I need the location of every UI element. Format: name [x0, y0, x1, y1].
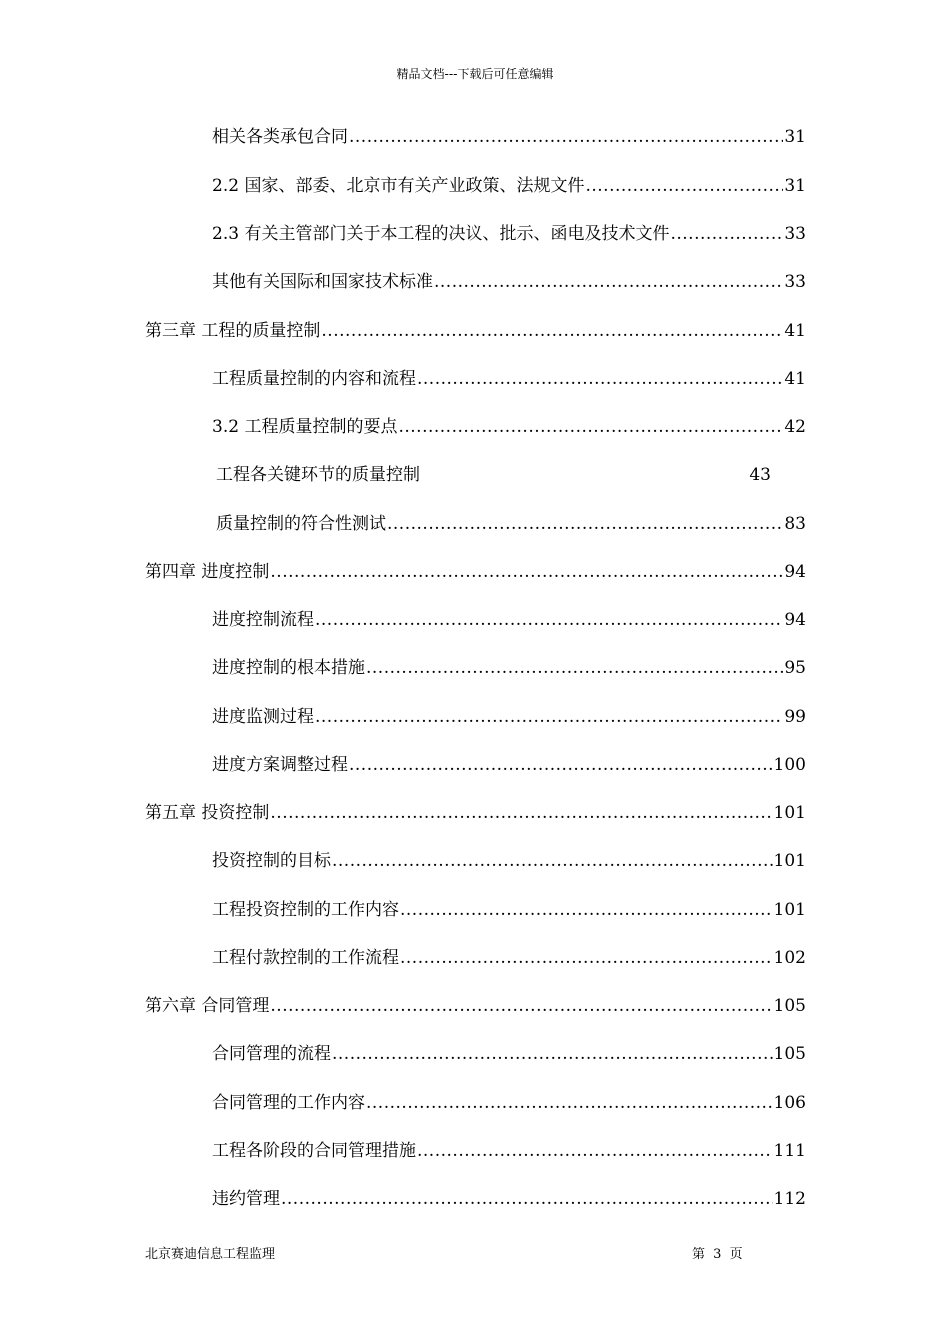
toc-entry-page: 33: [784, 272, 806, 292]
toc-entry-page: 31: [784, 176, 806, 196]
dot-leader: [270, 800, 772, 826]
toc-entry-label: 工程投资控制的工作内容: [212, 900, 399, 920]
page-number: 3: [713, 1247, 722, 1262]
dot-leader: [417, 1138, 773, 1164]
toc-entry-label: 合同管理的工作内容: [212, 1093, 365, 1113]
dot-leader: [315, 607, 783, 633]
footer-company: 北京赛迪信息工程监理: [145, 1247, 276, 1262]
toc-chapter-entry[interactable]: [145, 318, 806, 344]
dot-leader: [321, 318, 783, 344]
toc-entry-page: 101: [773, 803, 806, 823]
toc-entry-page: 33: [784, 224, 806, 244]
dot-leader: [400, 945, 773, 971]
toc-entry[interactable]: [216, 511, 806, 537]
toc-entry-label: 质量控制的符合性测试: [216, 514, 386, 534]
toc-chapter-entry[interactable]: [145, 559, 806, 585]
dot-leader: [670, 221, 783, 247]
toc-entry[interactable]: [212, 848, 806, 874]
toc-entry[interactable]: [212, 269, 806, 295]
toc-entry-page: 112: [773, 1189, 806, 1209]
toc-entry-label: 第五章 投资控制: [145, 803, 270, 823]
toc-entry-page: 105: [773, 1044, 806, 1064]
toc-entry-page: 41: [784, 369, 806, 389]
toc-entry-label: 违约管理: [212, 1189, 280, 1209]
toc-entry-label: 相关各类承包合同: [212, 127, 348, 147]
dot-leader: [332, 848, 773, 874]
toc-entry[interactable]: [212, 945, 806, 971]
dot-leader: [281, 1186, 773, 1212]
toc-entry-page: 106: [773, 1093, 806, 1113]
toc-entry[interactable]: [212, 1186, 806, 1212]
toc-entry-label: 投资控制的目标: [212, 851, 331, 871]
dot-leader: [417, 366, 783, 392]
toc-entry-page: 94: [784, 562, 806, 582]
toc-chapter-entry[interactable]: [145, 993, 806, 1019]
toc-entry-page: 41: [784, 321, 806, 341]
dot-leader: [270, 993, 772, 1019]
toc-entry[interactable]: [212, 897, 806, 923]
toc-entry[interactable]: [212, 1138, 806, 1164]
toc-entry[interactable]: [212, 173, 806, 199]
toc-entry[interactable]: [212, 124, 806, 150]
toc-chapter-entry[interactable]: [145, 800, 806, 826]
toc-entry[interactable]: [212, 221, 806, 247]
toc-entry-page: 105: [773, 996, 806, 1016]
toc-entry-page: 99: [784, 707, 806, 727]
dot-leader: [349, 124, 783, 150]
dot-leader: [434, 269, 783, 295]
dot-leader: [366, 655, 783, 681]
dot-leader: [349, 752, 773, 778]
toc-entry[interactable]: [212, 655, 806, 681]
toc-entry-label: 合同管理的流程: [212, 1044, 331, 1064]
toc-entry-label: 2.2 国家、部委、北京市有关产业政策、法规文件: [212, 176, 585, 196]
toc-entry-page: 94: [784, 610, 806, 630]
toc-entry-page: 31: [784, 127, 806, 147]
toc-entry-label: 进度监测过程: [212, 707, 314, 727]
toc-entry-page: 102: [773, 948, 806, 968]
toc-entry-label: 工程质量控制的内容和流程: [212, 369, 416, 389]
toc-entry-page: 100: [773, 755, 806, 775]
toc-entry-label: 进度控制流程: [212, 610, 314, 630]
dot-leader: [398, 414, 783, 440]
dot-leader: [585, 173, 783, 199]
footer-page-number: [690, 1246, 745, 1264]
page-suffix: 页: [729, 1247, 743, 1262]
toc-entry-page: 95: [784, 658, 806, 678]
dot-leader: [387, 511, 783, 537]
toc-entry-page: 111: [773, 1141, 806, 1161]
dot-leader: [270, 559, 783, 585]
toc-entry-label: 第六章 合同管理: [145, 996, 270, 1016]
toc-entry[interactable]: [212, 366, 806, 392]
toc-entry[interactable]: [212, 414, 806, 440]
toc-entry-label: 3.2 工程质量控制的要点: [212, 417, 398, 437]
dot-leader: [400, 897, 773, 923]
toc-entry-label: 工程各关键环节的质量控制: [216, 465, 420, 485]
toc-entry-page: 42: [784, 417, 806, 437]
toc-entry-label: 第三章 工程的质量控制: [145, 321, 321, 341]
dot-leader: [366, 1090, 773, 1116]
toc-entry[interactable]: [216, 462, 771, 488]
toc-entry-label: 进度控制的根本措施: [212, 658, 365, 678]
toc-entry-page: 101: [773, 851, 806, 871]
toc-entry[interactable]: [212, 1041, 806, 1067]
page-prefix: 第: [692, 1247, 706, 1262]
toc-entry[interactable]: [212, 752, 806, 778]
page-header: 精品文档---下载后可任意编辑: [396, 67, 554, 81]
toc-entry-label: 进度方案调整过程: [212, 755, 348, 775]
toc-entry-label: 工程付款控制的工作流程: [212, 948, 399, 968]
toc-entry-label: 2.3 有关主管部门关于本工程的决议、批示、函电及技术文件: [212, 224, 670, 244]
toc-entry-page: 43: [749, 465, 771, 485]
toc-entry-label: 其他有关国际和国家技术标准: [212, 272, 433, 292]
toc-entry[interactable]: [212, 607, 806, 633]
toc-entry-page: 83: [784, 514, 806, 534]
toc-entry-label: 工程各阶段的合同管理措施: [212, 1141, 416, 1161]
dot-leader: [332, 1041, 773, 1067]
toc-entry[interactable]: [212, 1090, 806, 1116]
toc-entry-label: 第四章 进度控制: [145, 562, 270, 582]
dot-leader: [315, 704, 783, 730]
toc-entry-page: 101: [773, 900, 806, 920]
toc-entry[interactable]: [212, 704, 806, 730]
